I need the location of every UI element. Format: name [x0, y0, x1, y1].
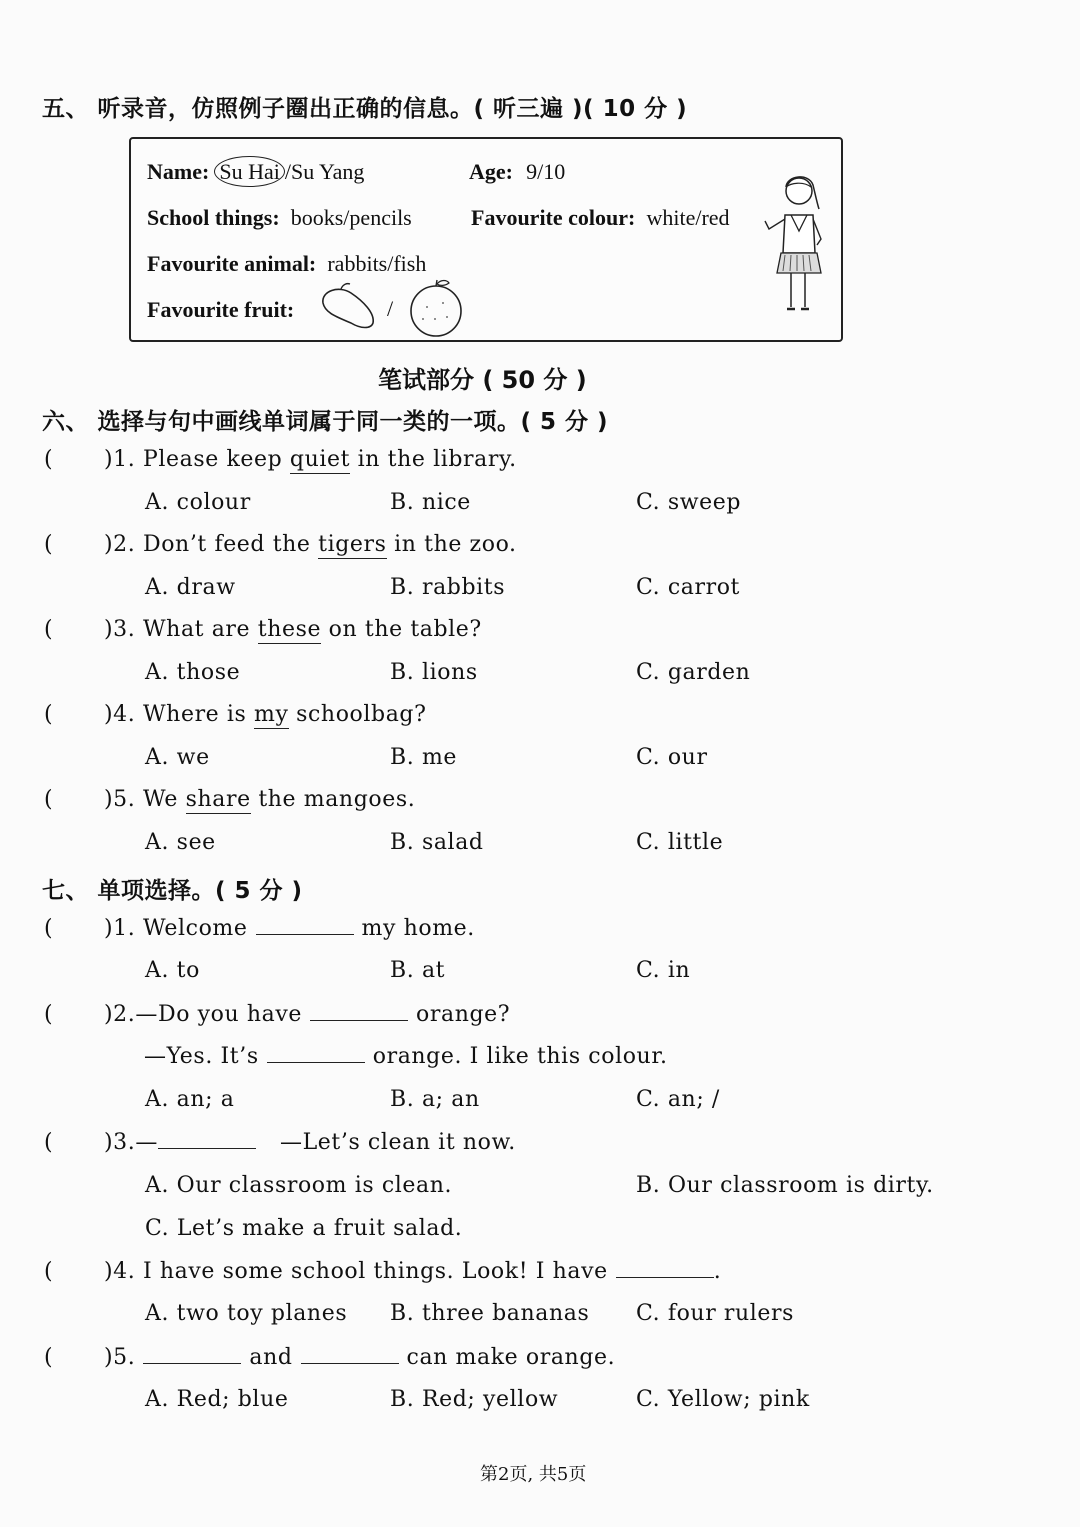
- option-c[interactable]: C. Let’s make a fruit salad.: [145, 1216, 463, 1241]
- question-text: in the zoo.: [386, 532, 517, 557]
- option-c[interactable]: C. four rulers: [636, 1301, 795, 1326]
- option-b[interactable]: B. salad: [390, 830, 484, 855]
- s6-q4: [104, 702, 427, 727]
- answer-paren[interactable]: (: [44, 1130, 53, 1155]
- written-part-title: 笔试部分 ( 50 分 ): [378, 366, 587, 394]
- question-number: )2.: [104, 1002, 136, 1027]
- colour-value: white/red: [646, 205, 730, 230]
- question-number: )1.: [104, 447, 136, 472]
- section6-title: 六、 选择与句中画线单词属于同一类的一项。( 5 分 ): [42, 409, 609, 435]
- question-number: )4.: [104, 1259, 136, 1284]
- section7-title: 七、 单项选择。( 5 分 ): [42, 878, 303, 904]
- option-a[interactable]: A. Red; blue: [145, 1387, 289, 1412]
- option-c[interactable]: C. an; /: [636, 1087, 720, 1112]
- answer-paren[interactable]: (: [44, 447, 53, 472]
- question-text: We: [142, 787, 186, 812]
- answer-paren[interactable]: (: [44, 916, 53, 941]
- s7-q3: [104, 1130, 516, 1155]
- s6-q1: [104, 447, 517, 472]
- option-c[interactable]: C. garden: [636, 660, 751, 685]
- question-text: —Do you have: [135, 1002, 303, 1027]
- underlined-word: my: [254, 702, 289, 727]
- s7-q2-line2: [144, 1044, 668, 1069]
- mango-icon: [317, 281, 379, 331]
- option-c[interactable]: C. Yellow; pink: [636, 1387, 810, 1412]
- question-text: orange. I like this colour.: [372, 1044, 668, 1069]
- option-b[interactable]: B. Red; yellow: [390, 1387, 559, 1412]
- name-circled-example: Su Hai: [214, 156, 285, 187]
- option-c[interactable]: C. sweep: [636, 490, 742, 515]
- option-a[interactable]: A. colour: [145, 490, 251, 515]
- question-number: )2.: [104, 532, 136, 557]
- answer-paren[interactable]: (: [44, 532, 53, 557]
- question-text: .: [713, 1259, 722, 1284]
- option-a[interactable]: A. draw: [145, 575, 236, 600]
- blank[interactable]: [616, 1259, 714, 1278]
- age-value: 9/10: [526, 159, 566, 184]
- info-card: [129, 137, 843, 342]
- age-label: Age:: [469, 159, 513, 184]
- option-b[interactable]: B. nice: [390, 490, 471, 515]
- question-text: and: [249, 1345, 293, 1370]
- question-number: )5.: [104, 1345, 136, 1370]
- option-a[interactable]: A. Our classroom is clean.: [145, 1173, 453, 1198]
- blank[interactable]: [267, 1044, 365, 1063]
- underlined-word: tigers: [318, 532, 387, 557]
- question-text: —Yes. It’s: [144, 1044, 259, 1069]
- underlined-word: share: [185, 787, 251, 812]
- blank[interactable]: [158, 1130, 256, 1149]
- s7-q1: [104, 916, 475, 941]
- blank[interactable]: [143, 1345, 241, 1364]
- option-b[interactable]: B. rabbits: [390, 575, 506, 600]
- question-number: )4.: [104, 702, 136, 727]
- s7-q4: [104, 1259, 721, 1284]
- blank[interactable]: [310, 1002, 408, 1021]
- question-text: Don’t feed the: [142, 532, 319, 557]
- school-label: School things:: [147, 205, 280, 230]
- question-text: I have some school things. Look! I have: [142, 1259, 608, 1284]
- name-option: /Su Yang: [284, 159, 365, 184]
- underlined-word: these: [257, 617, 322, 642]
- question-text: can make orange.: [406, 1345, 616, 1370]
- question-text: on the table?: [321, 617, 482, 642]
- answer-paren[interactable]: (: [44, 702, 53, 727]
- girl-illustration: [761, 169, 831, 319]
- option-b[interactable]: B. three bananas: [390, 1301, 590, 1326]
- s6-q5: [104, 787, 415, 812]
- option-b[interactable]: B. a; an: [390, 1087, 480, 1112]
- animal-row: [147, 251, 426, 277]
- blank[interactable]: [256, 916, 354, 935]
- option-b[interactable]: B. Our classroom is dirty.: [636, 1173, 934, 1198]
- answer-paren[interactable]: (: [44, 1345, 53, 1370]
- question-number: )5.: [104, 787, 136, 812]
- option-a[interactable]: A. we: [145, 745, 210, 770]
- option-c[interactable]: C. little: [636, 830, 724, 855]
- question-number: )1.: [104, 916, 136, 941]
- name-row: [147, 159, 364, 185]
- animal-label: Favourite animal:: [147, 251, 317, 276]
- option-c[interactable]: C. our: [636, 745, 708, 770]
- option-c[interactable]: C. in: [636, 958, 691, 983]
- option-b[interactable]: B. lions: [390, 660, 478, 685]
- name-label: Name:: [147, 159, 210, 184]
- question-text: schoolbag?: [288, 702, 427, 727]
- question-text: Please keep: [142, 447, 290, 472]
- option-a[interactable]: A. two toy planes: [145, 1301, 348, 1326]
- answer-paren[interactable]: (: [44, 787, 53, 812]
- option-a[interactable]: A. an; a: [145, 1087, 235, 1112]
- s7-q5: [104, 1345, 615, 1370]
- question-text: What are: [142, 617, 258, 642]
- s6-q3: [104, 617, 482, 642]
- fruit-separator: /: [387, 296, 394, 321]
- colour-row: [471, 205, 730, 231]
- option-b[interactable]: B. at: [390, 958, 446, 983]
- s6-q2: [104, 532, 517, 557]
- answer-paren[interactable]: (: [44, 617, 53, 642]
- answer-paren[interactable]: (: [44, 1259, 53, 1284]
- answer-paren[interactable]: (: [44, 1002, 53, 1027]
- orange-icon: [405, 279, 467, 337]
- fruit-row: [147, 297, 294, 323]
- question-text: in the library.: [350, 447, 517, 472]
- page-number: 第2页, 共5页: [480, 1464, 587, 1485]
- question-text: —Let’s clean it now.: [279, 1130, 516, 1155]
- colour-label: Favourite colour:: [471, 205, 636, 230]
- school-value: books/pencils: [290, 205, 412, 230]
- question-text: the mangoes.: [250, 787, 416, 812]
- question-text: my home.: [361, 916, 475, 941]
- option-a[interactable]: A. to: [145, 958, 200, 983]
- option-c[interactable]: C. carrot: [636, 575, 740, 600]
- underlined-word: quiet: [289, 447, 351, 472]
- question-number: )3.: [104, 1130, 136, 1155]
- question-text: Welcome: [142, 916, 248, 941]
- animal-value: rabbits/fish: [327, 251, 427, 276]
- option-b[interactable]: B. me: [390, 745, 458, 770]
- question-number: )3.: [104, 617, 136, 642]
- school-row: [147, 205, 412, 231]
- section5-title: 五、 听录音，仿照例子圈出正确的信息。( 听三遍 )( 10 分 ): [42, 96, 688, 122]
- option-a[interactable]: A. see: [145, 830, 216, 855]
- blank[interactable]: [301, 1345, 399, 1364]
- question-text: —: [135, 1130, 158, 1155]
- s7-q2: [104, 1002, 510, 1027]
- age-row: [469, 159, 565, 185]
- fruit-label: Favourite fruit:: [147, 297, 295, 322]
- question-text: Where is: [142, 702, 255, 727]
- question-text: orange?: [416, 1002, 511, 1027]
- option-a[interactable]: A. those: [145, 660, 241, 685]
